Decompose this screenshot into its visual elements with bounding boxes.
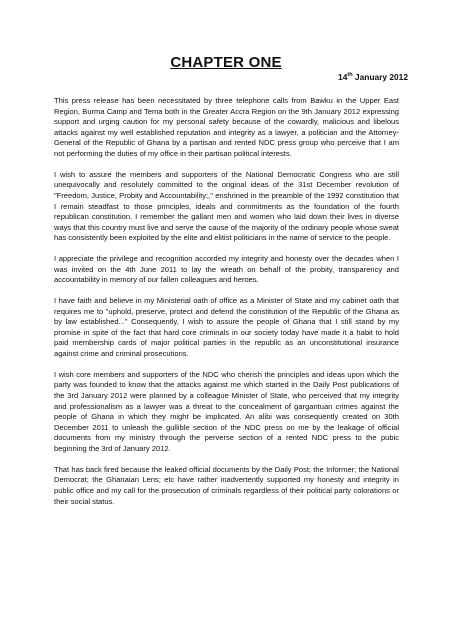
chapter-title: CHAPTER ONE: [170, 54, 282, 71]
date-suffix: th: [347, 72, 353, 79]
paragraph-3: I appreciate the privilege and recognition accorded my integrity and honesty over the decades when I was invited on the 4th June 2011 to lay the wreath on behalf of the probity, transparency and accountability in memory of our fallen colleagues and heroes.: [54, 254, 399, 285]
paragraph-4: I have faith and believe in my Ministerial oath of office as a Minister of State and my cabinet oath that requires me to "uphold, preserve, protect and defend the constitution of the Republic of the Ghana as by law established..." Consequently, I wish to assure the people of Ghana that I still stand by my promise in spite of the fact that hard core criminals in our society today have made it a habit to hold paid membership cards of major political parties in the republic as an unconstitutional insurance against crime and criminal prosecutions.: [54, 296, 399, 359]
paragraph-5: I wish core members and supporters of the NDC who cherish the principles and ideas upon which the party was founded to know that the attacks against me which started in the Daily Post publications of the 3rd January 2012 were planned by a colleague Minister of State, who perceived that my integrity and professionalism as a lawyer was a threat to the concealment of gargantuan crimes against the people of Ghana in which they might be implicated. An alibi was consequently created on 30th December 2011 to unleash the gullible section of the NDC press on me by the leakage of official documents from my ministry through the perverse section of a rented NDC press to the pubic beginning the 3rd of January 2012.: [54, 369, 399, 453]
paragraph-6: That has back fired because the leaked official documents by the Daily Post; the Informer; the National Democrat; the Ghanaian Lens; etc have rather inadvertently supported my honesty and integrity in public office and my call for the prosecution of criminals regardless of their political party colorations or their social status.: [54, 464, 399, 506]
paragraph-1: This press release has been necessitated by three telephone calls from Bawku in the Upper East Region, Burma Camp and Tema both in the Greater Accra Region on the 9th January 2012 expressing support and urging caution for my personal safety because of the cowardly, malicious and libelous attacks against my well established reputation and integrity as a lawyer, a politician and the Attorney- General of the Republic of Ghana by a partisan and rented NDC press group who perceive that I am not performing the duties of my office in their partisan political interests.: [54, 96, 399, 158]
date-rest: January 2012: [354, 72, 408, 82]
document-body: [54, 96, 399, 517]
date-day: 14: [338, 72, 348, 82]
paragraph-2: I wish to assure the members and supporters of the National Democratic Congress who are still unequivocally and resolutely committed to the original ideas of the 31st December revolution of "Freedom, Justice, Probity and Accountability;," enshrined in the preamble of the 1992 constitution that I remain steadfast to those principles, ideals and commitments as the foundation of the fourth republican constitution. I remember the gallant men and women who laid down their lives in diverse ways that this country must live and serve the cause of the majority of the ordinary people whose sweat has consistently been exploited by the elite and elitist politicians in the name of service to the people.: [54, 169, 399, 243]
document-date: [338, 72, 408, 82]
